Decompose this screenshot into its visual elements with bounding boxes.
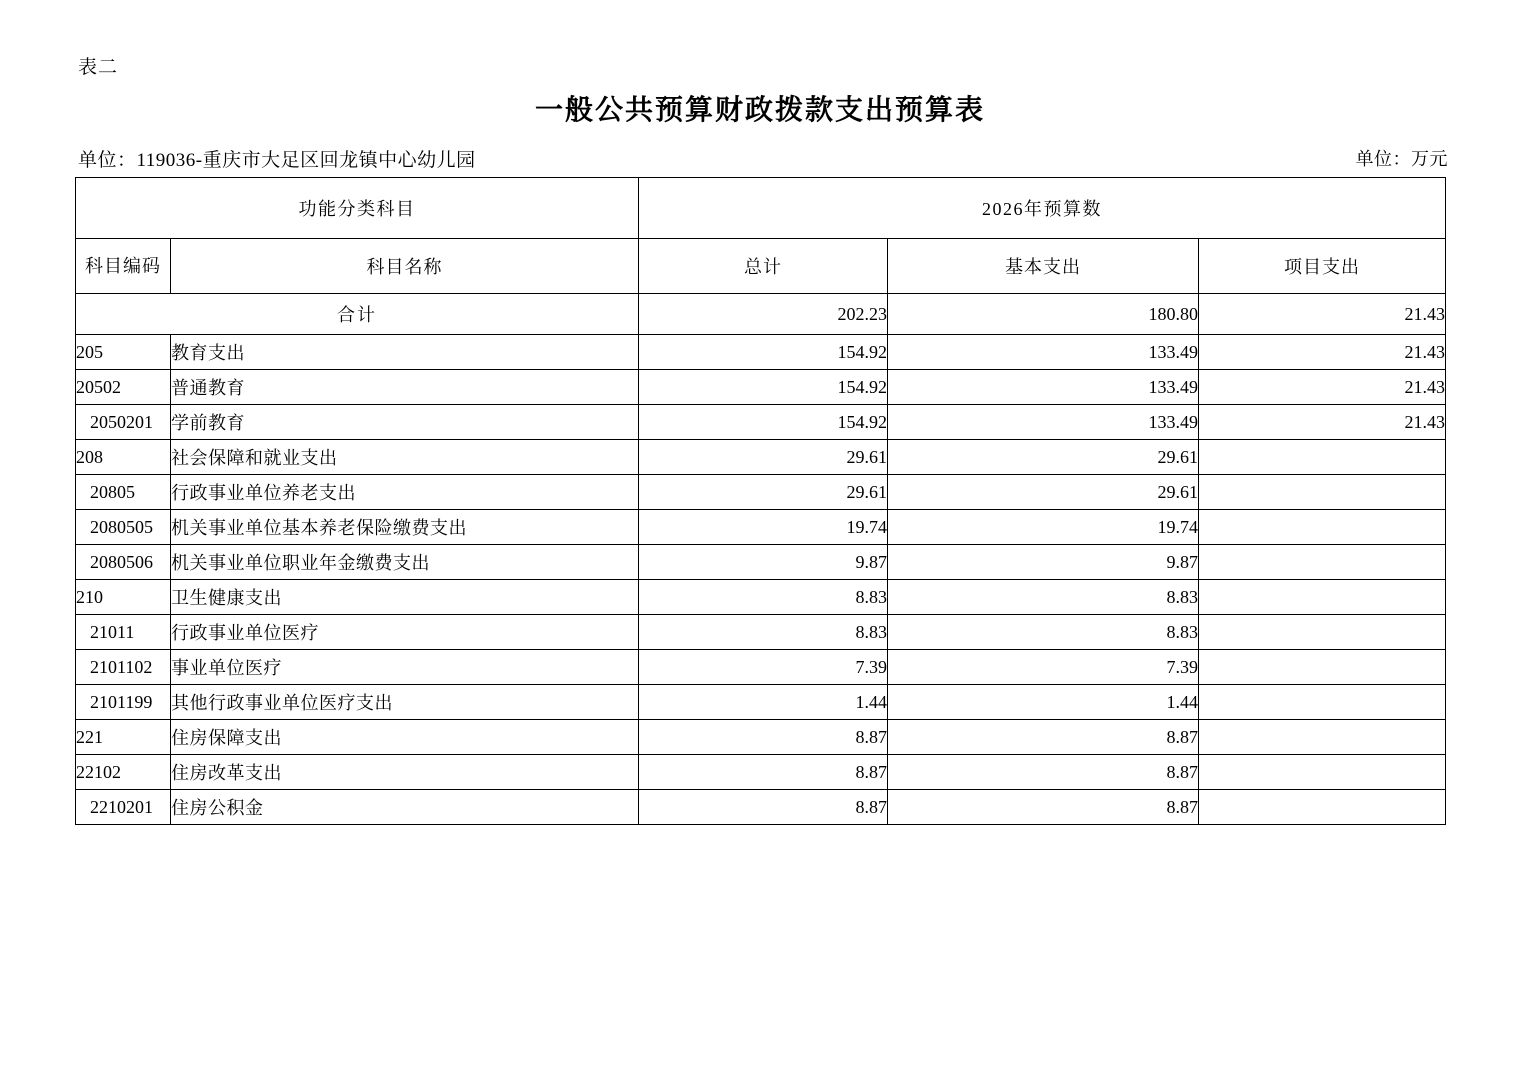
table-row xyxy=(76,720,1446,755)
total-row-label: 合计 xyxy=(76,294,639,335)
cell-name: 教育支出 xyxy=(171,335,639,370)
sheet-label: 表二 xyxy=(78,57,119,78)
table-header xyxy=(76,178,1446,294)
total-row-basic: 180.80 xyxy=(888,294,1199,335)
cell-basic: 133.49 xyxy=(888,405,1199,440)
table-row xyxy=(76,755,1446,790)
cell-basic: 8.87 xyxy=(888,790,1199,825)
header-col-basic: 基本支出 xyxy=(888,239,1199,294)
cell-basic: 8.87 xyxy=(888,755,1199,790)
cell-project xyxy=(1199,475,1446,510)
cell-basic: 8.87 xyxy=(888,720,1199,755)
cell-name: 行政事业单位医疗 xyxy=(171,615,639,650)
cell-code: 20502 xyxy=(76,370,171,405)
cell-project xyxy=(1199,720,1446,755)
cell-basic: 19.74 xyxy=(888,510,1199,545)
cell-code: 2210201 xyxy=(76,790,171,825)
table-row xyxy=(76,405,1446,440)
cell-basic: 8.83 xyxy=(888,615,1199,650)
cell-name: 卫生健康支出 xyxy=(171,580,639,615)
cell-code: 20805 xyxy=(76,475,171,510)
cell-basic: 9.87 xyxy=(888,545,1199,580)
cell-total: 29.61 xyxy=(639,475,888,510)
currency-unit-label: 单位：万元 xyxy=(1355,149,1448,169)
cell-project xyxy=(1199,755,1446,790)
cell-basic: 1.44 xyxy=(888,685,1199,720)
header-col-code: 科目编码 xyxy=(76,239,171,294)
table-row xyxy=(76,790,1446,825)
table-row-total xyxy=(76,294,1446,335)
cell-name: 住房公积金 xyxy=(171,790,639,825)
cell-total: 19.74 xyxy=(639,510,888,545)
table-body xyxy=(76,294,1446,825)
table-row xyxy=(76,335,1446,370)
header-col-total: 总计 xyxy=(639,239,888,294)
cell-code: 2080506 xyxy=(76,545,171,580)
total-row-total: 202.23 xyxy=(639,294,888,335)
cell-total: 29.61 xyxy=(639,440,888,475)
table-row xyxy=(76,370,1446,405)
cell-total: 8.87 xyxy=(639,790,888,825)
cell-name: 事业单位医疗 xyxy=(171,650,639,685)
table-row xyxy=(76,685,1446,720)
page-title: 一般公共预算财政拨款支出预算表 xyxy=(534,95,985,126)
cell-total: 8.83 xyxy=(639,580,888,615)
cell-basic: 133.49 xyxy=(888,370,1199,405)
cell-total: 154.92 xyxy=(639,405,888,440)
table-row xyxy=(76,545,1446,580)
table-row xyxy=(76,580,1446,615)
cell-basic: 7.39 xyxy=(888,650,1199,685)
cell-basic: 8.83 xyxy=(888,580,1199,615)
cell-name: 行政事业单位养老支出 xyxy=(171,475,639,510)
header-group-budget-year: 2026年预算数 xyxy=(639,178,1446,239)
cell-name: 其他行政事业单位医疗支出 xyxy=(171,685,639,720)
header-col-project: 项目支出 xyxy=(1199,239,1446,294)
cell-code: 221 xyxy=(76,720,171,755)
cell-project: 21.43 xyxy=(1199,370,1446,405)
unit-name-label: 单位：119036-重庆市大足区回龙镇中心幼儿园 xyxy=(78,150,476,171)
cell-total: 8.87 xyxy=(639,720,888,755)
cell-total: 7.39 xyxy=(639,650,888,685)
cell-name: 住房保障支出 xyxy=(171,720,639,755)
total-row-project: 21.43 xyxy=(1199,294,1446,335)
cell-code: 21011 xyxy=(76,615,171,650)
cell-name: 社会保障和就业支出 xyxy=(171,440,639,475)
cell-project xyxy=(1199,650,1446,685)
cell-code: 2101199 xyxy=(76,685,171,720)
cell-basic: 29.61 xyxy=(888,440,1199,475)
table-row xyxy=(76,475,1446,510)
table-row xyxy=(76,615,1446,650)
cell-project xyxy=(1199,615,1446,650)
cell-basic: 133.49 xyxy=(888,335,1199,370)
cell-total: 9.87 xyxy=(639,545,888,580)
cell-code: 2050201 xyxy=(76,405,171,440)
cell-total: 8.83 xyxy=(639,615,888,650)
cell-total: 154.92 xyxy=(639,335,888,370)
cell-code: 22102 xyxy=(76,755,171,790)
cell-project xyxy=(1199,685,1446,720)
table-row xyxy=(76,440,1446,475)
cell-code: 208 xyxy=(76,440,171,475)
cell-code: 2080505 xyxy=(76,510,171,545)
budget-table xyxy=(75,177,1446,825)
cell-code: 210 xyxy=(76,580,171,615)
cell-project: 21.43 xyxy=(1199,405,1446,440)
cell-project xyxy=(1199,545,1446,580)
cell-code: 2101102 xyxy=(76,650,171,685)
cell-name: 机关事业单位基本养老保险缴费支出 xyxy=(171,510,639,545)
cell-project xyxy=(1199,580,1446,615)
cell-name: 住房改革支出 xyxy=(171,755,639,790)
table-row xyxy=(76,510,1446,545)
cell-total: 1.44 xyxy=(639,685,888,720)
cell-name: 学前教育 xyxy=(171,405,639,440)
cell-total: 154.92 xyxy=(639,370,888,405)
cell-project xyxy=(1199,510,1446,545)
cell-name: 普通教育 xyxy=(171,370,639,405)
header-col-name: 科目名称 xyxy=(171,239,639,294)
cell-code: 205 xyxy=(76,335,171,370)
cell-basic: 29.61 xyxy=(888,475,1199,510)
cell-name: 机关事业单位职业年金缴费支出 xyxy=(171,545,639,580)
header-group-classification: 功能分类科目 xyxy=(76,178,639,239)
cell-project xyxy=(1199,440,1446,475)
table-row xyxy=(76,650,1446,685)
cell-total: 8.87 xyxy=(639,755,888,790)
cell-project: 21.43 xyxy=(1199,335,1446,370)
cell-project xyxy=(1199,790,1446,825)
